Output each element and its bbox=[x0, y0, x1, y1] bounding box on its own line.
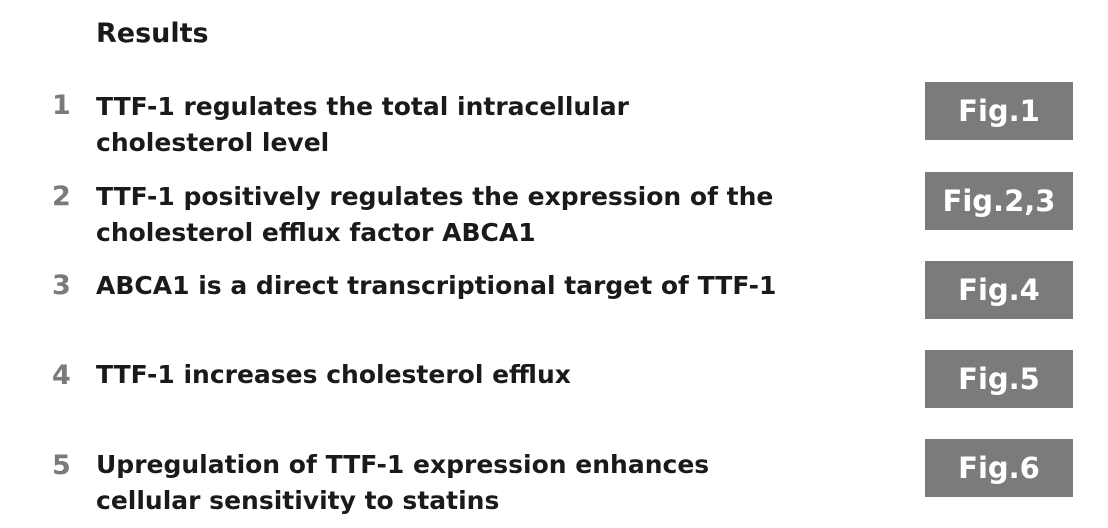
fig-button-1[interactable]: Fig.1 bbox=[925, 82, 1073, 140]
item-number-4: 4 bbox=[52, 360, 71, 391]
fig-button-3[interactable]: Fig.4 bbox=[925, 261, 1073, 319]
page-title: Results bbox=[96, 18, 209, 49]
item-text-1: TTF-1 regulates the total intracellular cholesterol level bbox=[96, 92, 629, 157]
item-number-2: 2 bbox=[52, 181, 71, 212]
fig-button-5[interactable]: Fig.6 bbox=[925, 439, 1073, 497]
fig-button-2[interactable]: Fig.2,3 bbox=[925, 172, 1073, 230]
item-text-4: TTF-1 increases cholesterol efflux bbox=[96, 360, 571, 389]
fig-button-4[interactable]: Fig.5 bbox=[925, 350, 1073, 408]
item-number-1: 1 bbox=[52, 90, 71, 121]
item-text-2: TTF-1 positively regulates the expression of the cholesterol efflux factor ABCA1 bbox=[96, 182, 774, 247]
item-text-3: ABCA1 is a direct transcriptional target of TTF-1 bbox=[96, 271, 777, 300]
item-text-5: Upregulation of TTF-1 expression enhances cellular sensitivity to statins bbox=[96, 450, 710, 515]
item-number-3: 3 bbox=[52, 270, 71, 301]
item-number-5: 5 bbox=[52, 450, 71, 481]
